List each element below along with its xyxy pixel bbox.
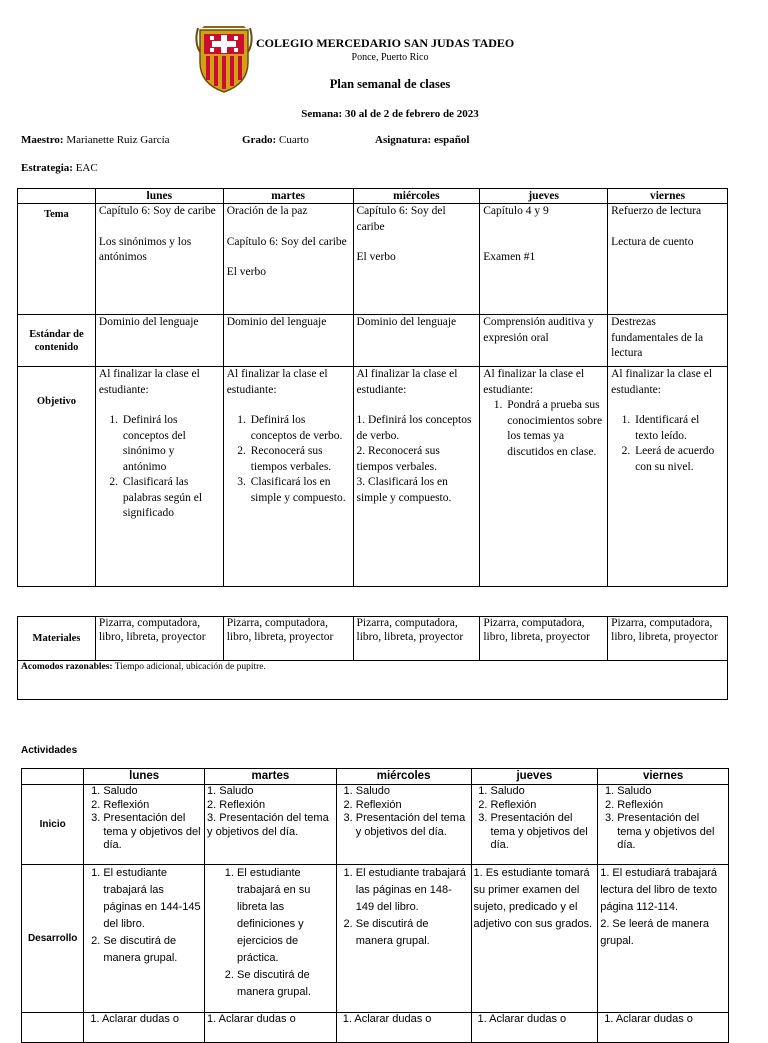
inicio-item: 3. Presentación del tema y objetivos del día. bbox=[356, 812, 469, 839]
inicio-item: 3. Presentación del tema y objetivos del día. bbox=[103, 812, 202, 853]
objetivo-cell bbox=[95, 367, 223, 587]
tema-line: Refuerzo de lectura bbox=[611, 205, 702, 217]
subject-info: Asignatura: español bbox=[375, 134, 470, 146]
inicio-item: 1. Saludo bbox=[103, 785, 202, 799]
objetivo-item: 2. Reconocerá sus tiempos verbales. bbox=[356, 445, 440, 473]
inicio-item: 2. Reflexión bbox=[103, 799, 202, 813]
objetivo-item: 3. Clasificará los en simple y compuesto. bbox=[356, 476, 452, 504]
estandar-cell: Destrezas fundamentales de la lectura bbox=[608, 315, 728, 367]
objetivo-intro: Al finalizar la clase el estudiante: bbox=[611, 368, 713, 396]
inicio-item: 3. Presentación del tema y objetivos del día. bbox=[617, 812, 726, 853]
cierre-cell: 1. Aclarar dudas o bbox=[598, 1013, 729, 1043]
materials-table bbox=[17, 616, 728, 700]
objetivo-intro: Al finalizar la clase el estudiante: bbox=[226, 368, 328, 396]
materials-cell: Pizarra, computadora, libro, libreta, proyector bbox=[223, 617, 353, 661]
inicio-list bbox=[86, 785, 202, 853]
desarrollo-list bbox=[339, 865, 469, 950]
objetivo-cell bbox=[608, 367, 728, 587]
objetivo-list bbox=[611, 413, 724, 475]
row-label: Estándar de contenido bbox=[18, 315, 96, 367]
teacher-info bbox=[21, 134, 170, 146]
tema-cell bbox=[608, 204, 728, 315]
day-header: lunes bbox=[95, 189, 223, 204]
tema-row bbox=[18, 204, 728, 315]
plan-table bbox=[17, 188, 728, 587]
acomodos-label: Acomodos razonables: bbox=[21, 662, 113, 672]
estandar-cell: Dominio del lenguaje bbox=[95, 315, 223, 367]
tema-line: Los sinónimos y los antónimos bbox=[98, 235, 192, 263]
materials-cell: Pizarra, computadora, libro, libreta, proyector bbox=[353, 617, 480, 661]
desarrollo-cell bbox=[336, 865, 471, 1013]
desarrollo-list bbox=[207, 865, 334, 1001]
inicio-list bbox=[600, 785, 726, 853]
objetivo-intro: Al finalizar la clase el estudiante: bbox=[356, 368, 458, 396]
week-range: Semana: 30 al de 2 de febrero de 2023 bbox=[301, 108, 479, 120]
objetivo-item: 1. Definirá los conceptos de verbo. bbox=[249, 413, 350, 444]
desarrollo-cell bbox=[471, 865, 598, 1013]
tema-line: Oración de la paz bbox=[226, 205, 308, 217]
desarrollo-item: 2. Se leerá de manera grupal. bbox=[600, 918, 710, 947]
desarrollo-cell bbox=[598, 865, 729, 1013]
corner-cell bbox=[22, 769, 84, 785]
grade-value: Cuarto bbox=[278, 134, 309, 146]
row-label: Inicio bbox=[22, 785, 84, 865]
estandar-cell: Comprensión auditiva y expresión oral bbox=[480, 315, 608, 367]
day-header: viernes bbox=[608, 189, 728, 204]
objetivo-item: 2. Reconocerá sus tiempos verbales. bbox=[249, 444, 350, 475]
strategy-info bbox=[21, 162, 98, 174]
day-header: jueves bbox=[471, 769, 598, 785]
inicio-list bbox=[339, 785, 469, 839]
objetivo-cell bbox=[353, 367, 480, 587]
objetivo-cell bbox=[480, 367, 608, 587]
estandar-cell: Dominio del lenguaje bbox=[353, 315, 480, 367]
inicio-item: 2. Reflexión bbox=[356, 799, 469, 813]
inicio-item: 1. Saludo bbox=[617, 785, 726, 799]
corner-cell bbox=[18, 189, 96, 204]
objetivo-item: 1. Definirá los conceptos del sinónimo y antónimo bbox=[121, 413, 220, 475]
inicio-cell bbox=[471, 785, 598, 865]
inicio-cell bbox=[336, 785, 471, 865]
teacher-name: Marianette Ruiz García bbox=[66, 134, 170, 146]
teacher-label: Maestro: bbox=[21, 134, 64, 146]
school-name: COLEGIO MERCEDARIO SAN JUDAS TADEO bbox=[256, 36, 515, 50]
plan-title: Plan semanal de clases bbox=[329, 77, 451, 91]
desarrollo-row bbox=[22, 865, 729, 1013]
strategy-value: EAC bbox=[75, 162, 98, 174]
tema-cell bbox=[223, 204, 353, 315]
desarrollo-item: 2. Se discutirá de manera grupal. bbox=[103, 933, 202, 967]
estandar-row bbox=[18, 315, 728, 367]
objetivo-intro: Al finalizar la clase el estudiante: bbox=[483, 368, 585, 396]
inicio-list bbox=[474, 785, 596, 853]
grade-info bbox=[242, 134, 309, 146]
acomodos-text: Tiempo adicional, ubicación de pupitre. bbox=[114, 662, 266, 672]
inicio-item: 2. Reflexión bbox=[207, 798, 266, 811]
tema-line: Capítulo 4 y 9 bbox=[483, 205, 549, 217]
objetivo-intro: Al finalizar la clase el estudiante: bbox=[98, 368, 200, 396]
inicio-cell bbox=[205, 785, 337, 865]
objetivo-item: 1. Definirá los conceptos de verbo. bbox=[356, 414, 472, 442]
desarrollo-item: 1. El estudiante trabajará las páginas en 148-149 del libro. bbox=[356, 865, 469, 916]
inicio-item: 1. Saludo bbox=[356, 785, 469, 799]
materials-row bbox=[18, 617, 728, 661]
tema-line: Capítulo 6: Soy de caribe bbox=[98, 205, 216, 217]
row-label: Materiales bbox=[18, 617, 96, 661]
estandar-cell: Dominio del lenguaje bbox=[223, 315, 353, 367]
desarrollo-item: 1. El estudiante trabajará en su libreta las definiciones y ejercicios de práctica. bbox=[237, 865, 334, 967]
activities-table bbox=[21, 768, 729, 1043]
cierre-cell: 1. Aclarar dudas o bbox=[205, 1013, 337, 1043]
inicio-item: 1. Saludo bbox=[491, 785, 596, 799]
desarrollo-cell bbox=[205, 865, 337, 1013]
day-header: martes bbox=[205, 769, 337, 785]
inicio-item: 3. Presentación del tema y objetivos del día. bbox=[491, 812, 596, 853]
objetivo-item: 1. Pondrá a prueba sus conocimientos sobre los temas ya discutidos en clase. bbox=[505, 398, 604, 460]
day-header: lunes bbox=[84, 769, 205, 785]
materials-cell: Pizarra, computadora, libro, libreta, proyector bbox=[608, 617, 728, 661]
desarrollo-item: 1. El estudiante trabajará las páginas en 144-145 del libro. bbox=[103, 865, 202, 933]
row-label: Objetivo bbox=[18, 367, 96, 587]
tema-line: El verbo bbox=[356, 251, 396, 263]
objetivo-row bbox=[18, 367, 728, 587]
inicio-row bbox=[22, 785, 729, 865]
tema-cell bbox=[353, 204, 480, 315]
inicio-cell bbox=[84, 785, 205, 865]
objetivo-list bbox=[99, 413, 220, 522]
desarrollo-item: 1. Es estudiante tomará su primer examen del sujeto, predicado y el adjetivo con sus grados. bbox=[473, 867, 593, 930]
inicio-cell bbox=[598, 785, 729, 865]
desarrollo-item: 1. El estudiará trabajará lectura del libro de texto página 112-114. bbox=[600, 867, 717, 913]
day-header: miércoles bbox=[336, 769, 471, 785]
acomodos-row bbox=[18, 661, 728, 700]
day-header: jueves bbox=[480, 189, 608, 204]
materials-cell: Pizarra, computadora, libro, libreta, proyector bbox=[480, 617, 608, 661]
grade-label: Grado: bbox=[242, 134, 277, 146]
cierre-row bbox=[22, 1013, 729, 1043]
tema-line: Lectura de cuento bbox=[611, 235, 694, 248]
row-label: Desarrollo bbox=[22, 865, 84, 1013]
tema-line: Capítulo 6: Soy del caribe bbox=[226, 235, 347, 248]
cierre-cell: 1. Aclarar dudas o bbox=[84, 1013, 205, 1043]
row-label: Tema bbox=[18, 204, 96, 315]
cierre-cell: 1. Aclarar dudas o bbox=[336, 1013, 471, 1043]
acomodos-cell bbox=[18, 661, 728, 700]
cierre-cell: 1. Aclarar dudas o bbox=[471, 1013, 598, 1043]
objetivo-cell bbox=[223, 367, 353, 587]
inicio-item: 3. Presentación del tema y objetivos del día. bbox=[207, 812, 329, 838]
plan-header-row bbox=[18, 189, 728, 204]
desarrollo-item: 2. Se discutirá de manera grupal. bbox=[237, 967, 334, 1001]
tema-line: Capítulo 6: Soy del caribe bbox=[356, 205, 446, 233]
inicio-item: 1. Saludo bbox=[207, 785, 254, 797]
row-label bbox=[22, 1013, 84, 1043]
tema-line: Examen #1 bbox=[483, 250, 536, 263]
activities-header-row bbox=[22, 769, 729, 785]
tema-cell bbox=[95, 204, 223, 315]
inicio-item: 2. Reflexión bbox=[491, 799, 596, 813]
desarrollo-list bbox=[86, 865, 202, 967]
day-header: viernes bbox=[598, 769, 729, 785]
tema-cell bbox=[480, 204, 608, 315]
strategy-label: Estrategia: bbox=[21, 162, 73, 174]
inicio-item: 2. Reflexión bbox=[617, 799, 726, 813]
objetivo-list bbox=[483, 398, 604, 460]
day-header: miércoles bbox=[353, 189, 480, 204]
desarrollo-item: 2. Se discutirá de manera grupal. bbox=[356, 916, 469, 950]
day-header: martes bbox=[223, 189, 353, 204]
materials-cell: Pizarra, computadora, libro, libreta, proyector bbox=[95, 617, 223, 661]
objetivo-item: 3. Clasificará los en simple y compuesto. bbox=[249, 475, 350, 506]
objetivo-item: 2. Leerá de acuerdo con su nivel. bbox=[633, 444, 724, 475]
objetivo-item: 2. Clasificará las palabras según el significado bbox=[121, 475, 220, 522]
desarrollo-cell bbox=[84, 865, 205, 1013]
school-location: Ponce, Puerto Rico bbox=[351, 52, 429, 63]
objetivo-item: 1. Identificará el texto leído. bbox=[633, 413, 724, 444]
objetivo-list bbox=[227, 413, 350, 506]
tema-line: El verbo bbox=[226, 266, 266, 278]
activities-title: Actividades bbox=[21, 745, 78, 756]
